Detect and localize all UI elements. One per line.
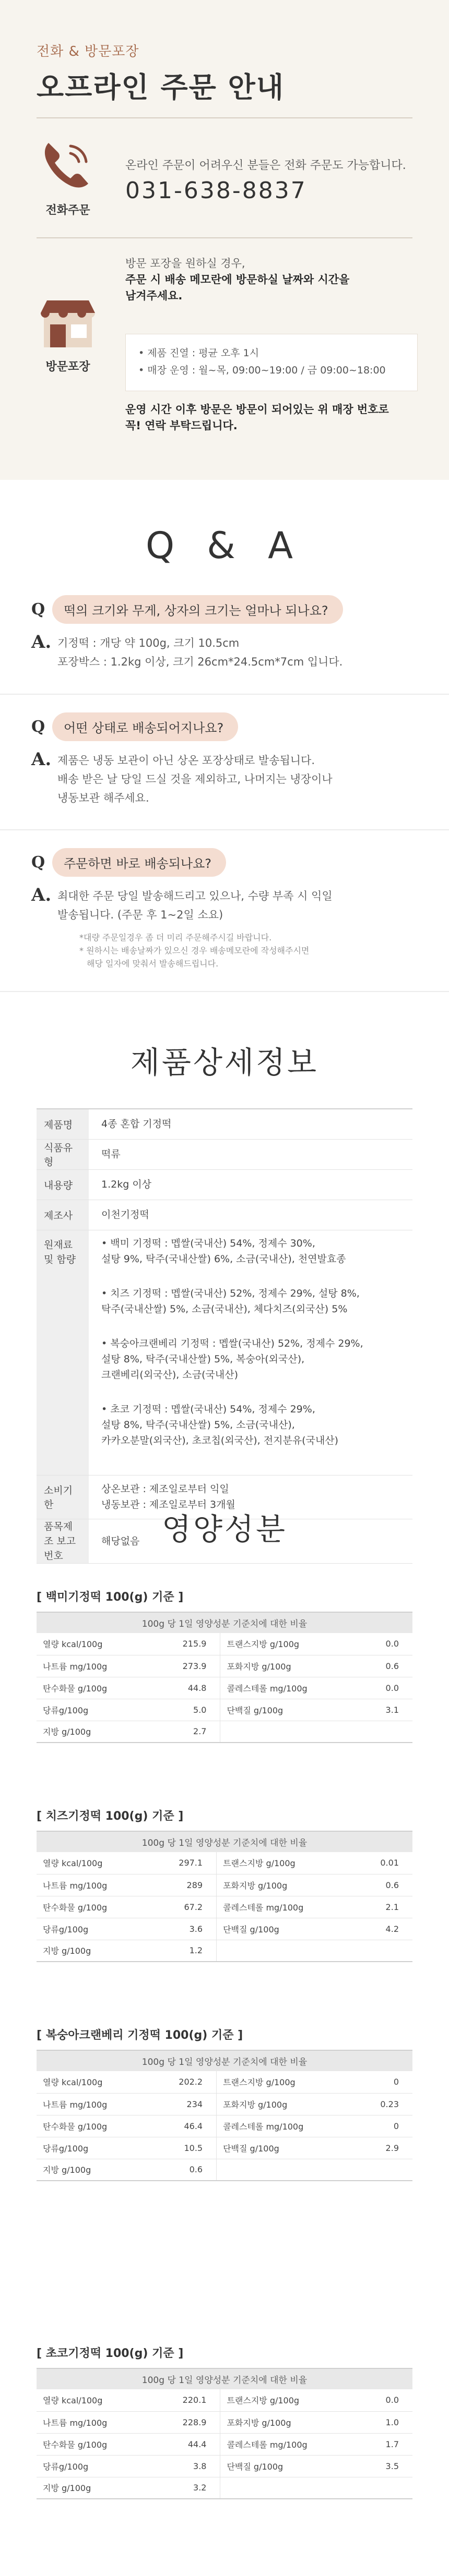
cell: 콜레스테롤 mg/100g: [217, 2115, 356, 2137]
row-value: 1.2kg 이상: [89, 1169, 412, 1200]
cell: 5.0: [153, 1699, 220, 1721]
cell: 탄수화물 g/100g: [37, 1677, 153, 1699]
cell: 트랜스지방 g/100g: [220, 1633, 362, 1655]
table-row: [37, 1940, 412, 1962]
table-row: [37, 2093, 412, 2115]
hours-line: • 매장 운영 : 월~목, 09:00~19:00 / 금 09:00~18:00: [138, 365, 386, 376]
ingredient-line: • 초코 기정떡 : 멥쌀(국내산) 54%, 정제수 29%,: [101, 1403, 315, 1415]
value-line: 상온보관 : 제조일로부터 익일: [101, 1483, 229, 1495]
table-row: [37, 1699, 412, 1721]
cell: 0.0: [362, 1633, 412, 1655]
question-1: [31, 595, 343, 624]
qa-title: Q & A: [145, 524, 304, 567]
cell: 열량 kcal/100g: [37, 1633, 153, 1655]
cell: 당류g/100g: [37, 1699, 153, 1721]
row-value: 이천기정떡: [89, 1200, 412, 1230]
cell: 228.9: [153, 2411, 220, 2433]
answer-line: 포장박스 : 1.2kg 이상, 크기 26cm*24.5cm*7cm 입니다.: [57, 656, 343, 668]
cell: 콜레스테롤 mg/100g: [220, 2433, 362, 2455]
answer-line: 최대한 주문 당일 발송해드리고 있으나, 수량 부족 시 익일: [57, 890, 333, 902]
section-eyebrow: 전화 & 방문포장: [37, 44, 139, 59]
cell: 67.2: [151, 1896, 216, 1918]
visit-contact-notice: [125, 402, 418, 434]
page-title: 오프라인 주문 안내: [37, 71, 285, 104]
cell: 당류g/100g: [37, 1918, 151, 1940]
cell: 2.7: [153, 1721, 220, 1743]
nutrition-table: [37, 1831, 412, 1962]
cell: 46.4: [151, 2115, 216, 2137]
cell: 1.0: [362, 2411, 412, 2433]
nutrition-table: [37, 2050, 412, 2181]
ingredient-line: • 백미 기정떡 : 멥쌀(국내산) 54%, 정제수 30%,: [101, 1237, 315, 1249]
q-marker: Q: [31, 717, 45, 736]
ingredient-line: • 복숭아크랜베리 기정떡 : 멥쌀(국내산) 52%, 정제수 29%,: [101, 1337, 363, 1349]
question-2: [31, 712, 238, 741]
table-row: [37, 2071, 412, 2093]
cell: 지방 g/100g: [37, 1721, 153, 1743]
cell: 나트륨 mg/100g: [37, 1655, 153, 1677]
table-row: [37, 1230, 412, 1475]
cell: 포화지방 g/100g: [220, 1655, 362, 1677]
nutrition-label: [ 복숭아크랜베리 기정떡 100(g) 기준 ]: [37, 2029, 243, 2042]
visit-pickup-block: [31, 297, 104, 374]
cell: 273.9: [153, 1655, 220, 1677]
cell: 0.6: [362, 1655, 412, 1677]
nutrition-header: 100g 당 1일 영양성분 기준치에 대한 비율: [37, 2368, 412, 2389]
cell: 트랜스지방 g/100g: [220, 2389, 362, 2411]
question-text: 주문하면 바로 배송되나요?: [52, 848, 226, 877]
order-notes: [79, 931, 424, 970]
visit-line: 방문 포장을 원하실 경우,: [125, 257, 245, 270]
cell: 지방 g/100g: [37, 2159, 151, 2181]
cell: 10.5: [151, 2137, 216, 2159]
cell: 0: [355, 2071, 412, 2093]
cell: 3.5: [362, 2455, 412, 2477]
row-key: 품목제조 보고번호: [37, 1519, 89, 1563]
offline-order-section: [0, 0, 449, 480]
cell: 트랜스지방 g/100g: [217, 2071, 356, 2093]
cell: 202.2: [151, 2071, 216, 2093]
note-line: *대량 주문일경우 좀 더 미리 주문해주시길 바랍니다.: [79, 933, 272, 942]
table-row: [37, 1896, 412, 1918]
cell: 0.23: [355, 2093, 412, 2115]
cell: 3.1: [362, 1699, 412, 1721]
answer-line: 제품은 냉동 보관이 아닌 상온 포장상태로 발송됩니다.: [57, 754, 315, 767]
table-row: [37, 1677, 412, 1699]
row-key: 원재료 및 함량: [37, 1230, 89, 1475]
answer-2: [31, 751, 333, 807]
row-key: 제품명: [37, 1109, 89, 1139]
visit-instructions: [125, 256, 418, 304]
answer-line: 배송 받은 날 당일 드실 것을 제외하고, 나머지는 냉장이나: [57, 773, 333, 785]
row-key: 소비기한: [37, 1475, 89, 1519]
cell: 0.01: [355, 1852, 412, 1874]
cell: 4.2: [355, 1918, 412, 1940]
table-row: [37, 2115, 412, 2137]
table-row: [37, 2455, 412, 2477]
cell: 1.2: [151, 1940, 216, 1962]
cell: 포화지방 g/100g: [217, 1874, 356, 1896]
cell: 215.9: [153, 1633, 220, 1655]
cell: 지방 g/100g: [37, 1940, 151, 1962]
notice-line: 꼭! 연락 부탁드립니다.: [125, 419, 238, 432]
answer-1: [31, 634, 342, 671]
cell: 0.0: [362, 2389, 412, 2411]
row-value: 해당없음: [89, 1519, 412, 1563]
cell: 콜레스테롤 mg/100g: [220, 1677, 362, 1699]
row-value: 4종 혼합 기정떡: [89, 1109, 412, 1139]
cell: 3.8: [153, 2455, 220, 2477]
divider: [37, 117, 412, 118]
store-hours-box: [125, 334, 418, 391]
nutrition-title: 영양성분: [161, 1511, 288, 1547]
cell: 단백질 g/100g: [220, 1699, 362, 1721]
row-key: 내용량: [37, 1169, 89, 1200]
cell: 3.2: [153, 2477, 220, 2499]
cell: 열량 kcal/100g: [37, 2389, 153, 2411]
ingredient-line: • 치즈 기정떡 : 멥쌀(국내산) 52%, 정제수 29%, 설탕 8%,: [101, 1287, 360, 1299]
phone-order-label: 전화주문: [45, 204, 90, 217]
ingredient-line: 크랜베리(외국산), 소금(국내산): [101, 1369, 238, 1381]
question-text: 떡의 크기와 무게, 상자의 크기는 얼마나 되나요?: [52, 595, 343, 624]
cell: 열량 kcal/100g: [37, 2071, 151, 2093]
cell: 44.4: [153, 2433, 220, 2455]
row-key: 식품유형: [37, 1139, 89, 1169]
cell: 0.0: [362, 1677, 412, 1699]
cell: 0.6: [151, 2159, 216, 2181]
table-row: [37, 1169, 412, 1200]
a-marker: A.: [31, 632, 52, 652]
table-row: [37, 1655, 412, 1677]
nutrition-label: [ 초코기정떡 100(g) 기준 ]: [37, 2347, 184, 2360]
cell: 44.8: [153, 1677, 220, 1699]
a-marker: A.: [31, 749, 52, 770]
table-row: [37, 1721, 412, 1743]
question-text: 어떤 상태로 배송되어지나요?: [52, 712, 238, 741]
cell: 포화지방 g/100g: [220, 2411, 362, 2433]
table-row: [37, 2411, 412, 2433]
cell: 트랜스지방 g/100g: [217, 1852, 356, 1874]
cell: 1.7: [362, 2433, 412, 2455]
ingredient-line: 설탕 8%, 탁주(국내산쌀) 5%, 복숭아(외국산),: [101, 1353, 305, 1365]
visit-pickup-label: 방문포장: [45, 360, 90, 373]
cell: 나트륨 mg/100g: [37, 2411, 153, 2433]
table-row: [37, 1200, 412, 1230]
cell: 0.6: [355, 1874, 412, 1896]
note-line: * 원하시는 배송날짜가 있으신 경우 배송메모란에 작성해주시면: [79, 946, 310, 956]
table-row: [37, 2477, 412, 2499]
cell: 2.1: [355, 1896, 412, 1918]
answer-line: 발송됩니다. (주문 후 1~2일 소요): [57, 909, 223, 921]
phone-order-text: 온라인 주문이 어려우신 분들은 전화 주문도 가능합니다.: [125, 159, 406, 172]
phone-icon: [39, 136, 97, 193]
divider: [0, 991, 449, 992]
cell: 289: [151, 1874, 216, 1896]
cell: 나트륨 mg/100g: [37, 2093, 151, 2115]
table-row: [37, 1139, 412, 1169]
nutrition-table: [37, 2368, 412, 2499]
nutrition-label: [ 치즈기정떡 100(g) 기준 ]: [37, 1810, 184, 1823]
ingredient-line: 탁주(국내산쌀) 5%, 소금(국내산), 체다치즈(외국산) 5%: [101, 1303, 348, 1315]
cell: 당류g/100g: [37, 2455, 153, 2477]
cell: 콜레스테롤 mg/100g: [217, 1896, 356, 1918]
ingredient-line: 카카오분말(외국산), 초코칩(외국산), 전지분유(국내산): [101, 1434, 339, 1446]
notice-line: 운영 시간 이후 방문은 방문이 되어있는 위 매장 번호로: [125, 403, 389, 416]
table-row: [37, 1109, 412, 1139]
a-marker: A.: [31, 885, 52, 905]
answer-line: 기정떡 : 개당 약 100g, 크기 10.5cm: [57, 637, 240, 649]
row-value: [89, 1230, 412, 1475]
cell: 지방 g/100g: [37, 2477, 153, 2499]
cell: 단백질 g/100g: [220, 2455, 362, 2477]
table-row: [37, 1918, 412, 1940]
nutrition-table: [37, 1612, 412, 1743]
cell: 2.9: [355, 2137, 412, 2159]
table-row: [37, 2389, 412, 2411]
product-detail-title: 제품상세정보: [130, 1045, 319, 1080]
visit-line: 남겨주세요.: [125, 289, 183, 302]
table-row: [37, 1874, 412, 1896]
nutrition-label: [ 백미기정떡 100(g) 기준 ]: [37, 1591, 184, 1604]
note-line: 해당 일자에 맞춰서 발송해드립니다.: [87, 959, 219, 969]
table-row: [37, 1633, 412, 1655]
value-line: 냉동보관 : 제조일로부터 3개월: [101, 1499, 235, 1510]
row-value: 떡류: [89, 1139, 412, 1169]
cell: 단백질 g/100g: [217, 1918, 356, 1940]
divider: [0, 829, 449, 830]
cell: 포화지방 g/100g: [217, 2093, 356, 2115]
nutrition-header: 100g 당 1일 영양성분 기준치에 대한 비율: [37, 1831, 412, 1852]
cell: 열량 kcal/100g: [37, 1852, 151, 1874]
cell: 당류g/100g: [37, 2137, 151, 2159]
cell: 0: [355, 2115, 412, 2137]
cell: 3.6: [151, 1918, 216, 1940]
table-row: [37, 2159, 412, 2181]
cell: 탄수화물 g/100g: [37, 2115, 151, 2137]
ingredient-line: 설탕 8%, 탁주(국내산쌀) 5%, 소금(국내산),: [101, 1419, 295, 1431]
phone-number[interactable]: 031-638-8837: [125, 177, 307, 204]
cell: 탄수화물 g/100g: [37, 1896, 151, 1918]
table-row: [37, 2137, 412, 2159]
cell: 220.1: [153, 2389, 220, 2411]
divider: [0, 694, 449, 695]
product-detail-table: [37, 1108, 412, 1564]
cell: 297.1: [151, 1852, 216, 1874]
answer-3: [31, 887, 333, 924]
answer-line: 냉동보관 해주세요.: [57, 792, 149, 804]
store-icon: [37, 297, 99, 349]
nutrition-header: 100g 당 1일 영양성분 기준치에 대한 비율: [37, 1612, 412, 1633]
q-marker: Q: [31, 853, 45, 872]
nutrition-header: 100g 당 1일 영양성분 기준치에 대한 비율: [37, 2050, 412, 2071]
q-marker: Q: [31, 600, 45, 619]
cell: 탄수화물 g/100g: [37, 2433, 153, 2455]
row-key: 제조사: [37, 1200, 89, 1230]
table-row: [37, 1852, 412, 1874]
hours-line: • 제품 진열 : 평균 오후 1시: [138, 347, 259, 359]
phone-order-block: [31, 136, 104, 217]
cell: 단백질 g/100g: [217, 2137, 356, 2159]
ingredient-line: 설탕 9%, 탁주(국내산쌀) 6%, 소금(국내산), 천연발효종: [101, 1253, 346, 1265]
divider: [37, 237, 412, 238]
table-row: [37, 2433, 412, 2455]
visit-line: 주문 시 배송 메모란에 방문하실 날짜와 시간을: [125, 273, 350, 286]
cell: 나트륨 mg/100g: [37, 1874, 151, 1896]
cell: 234: [151, 2093, 216, 2115]
question-3: [31, 848, 226, 877]
